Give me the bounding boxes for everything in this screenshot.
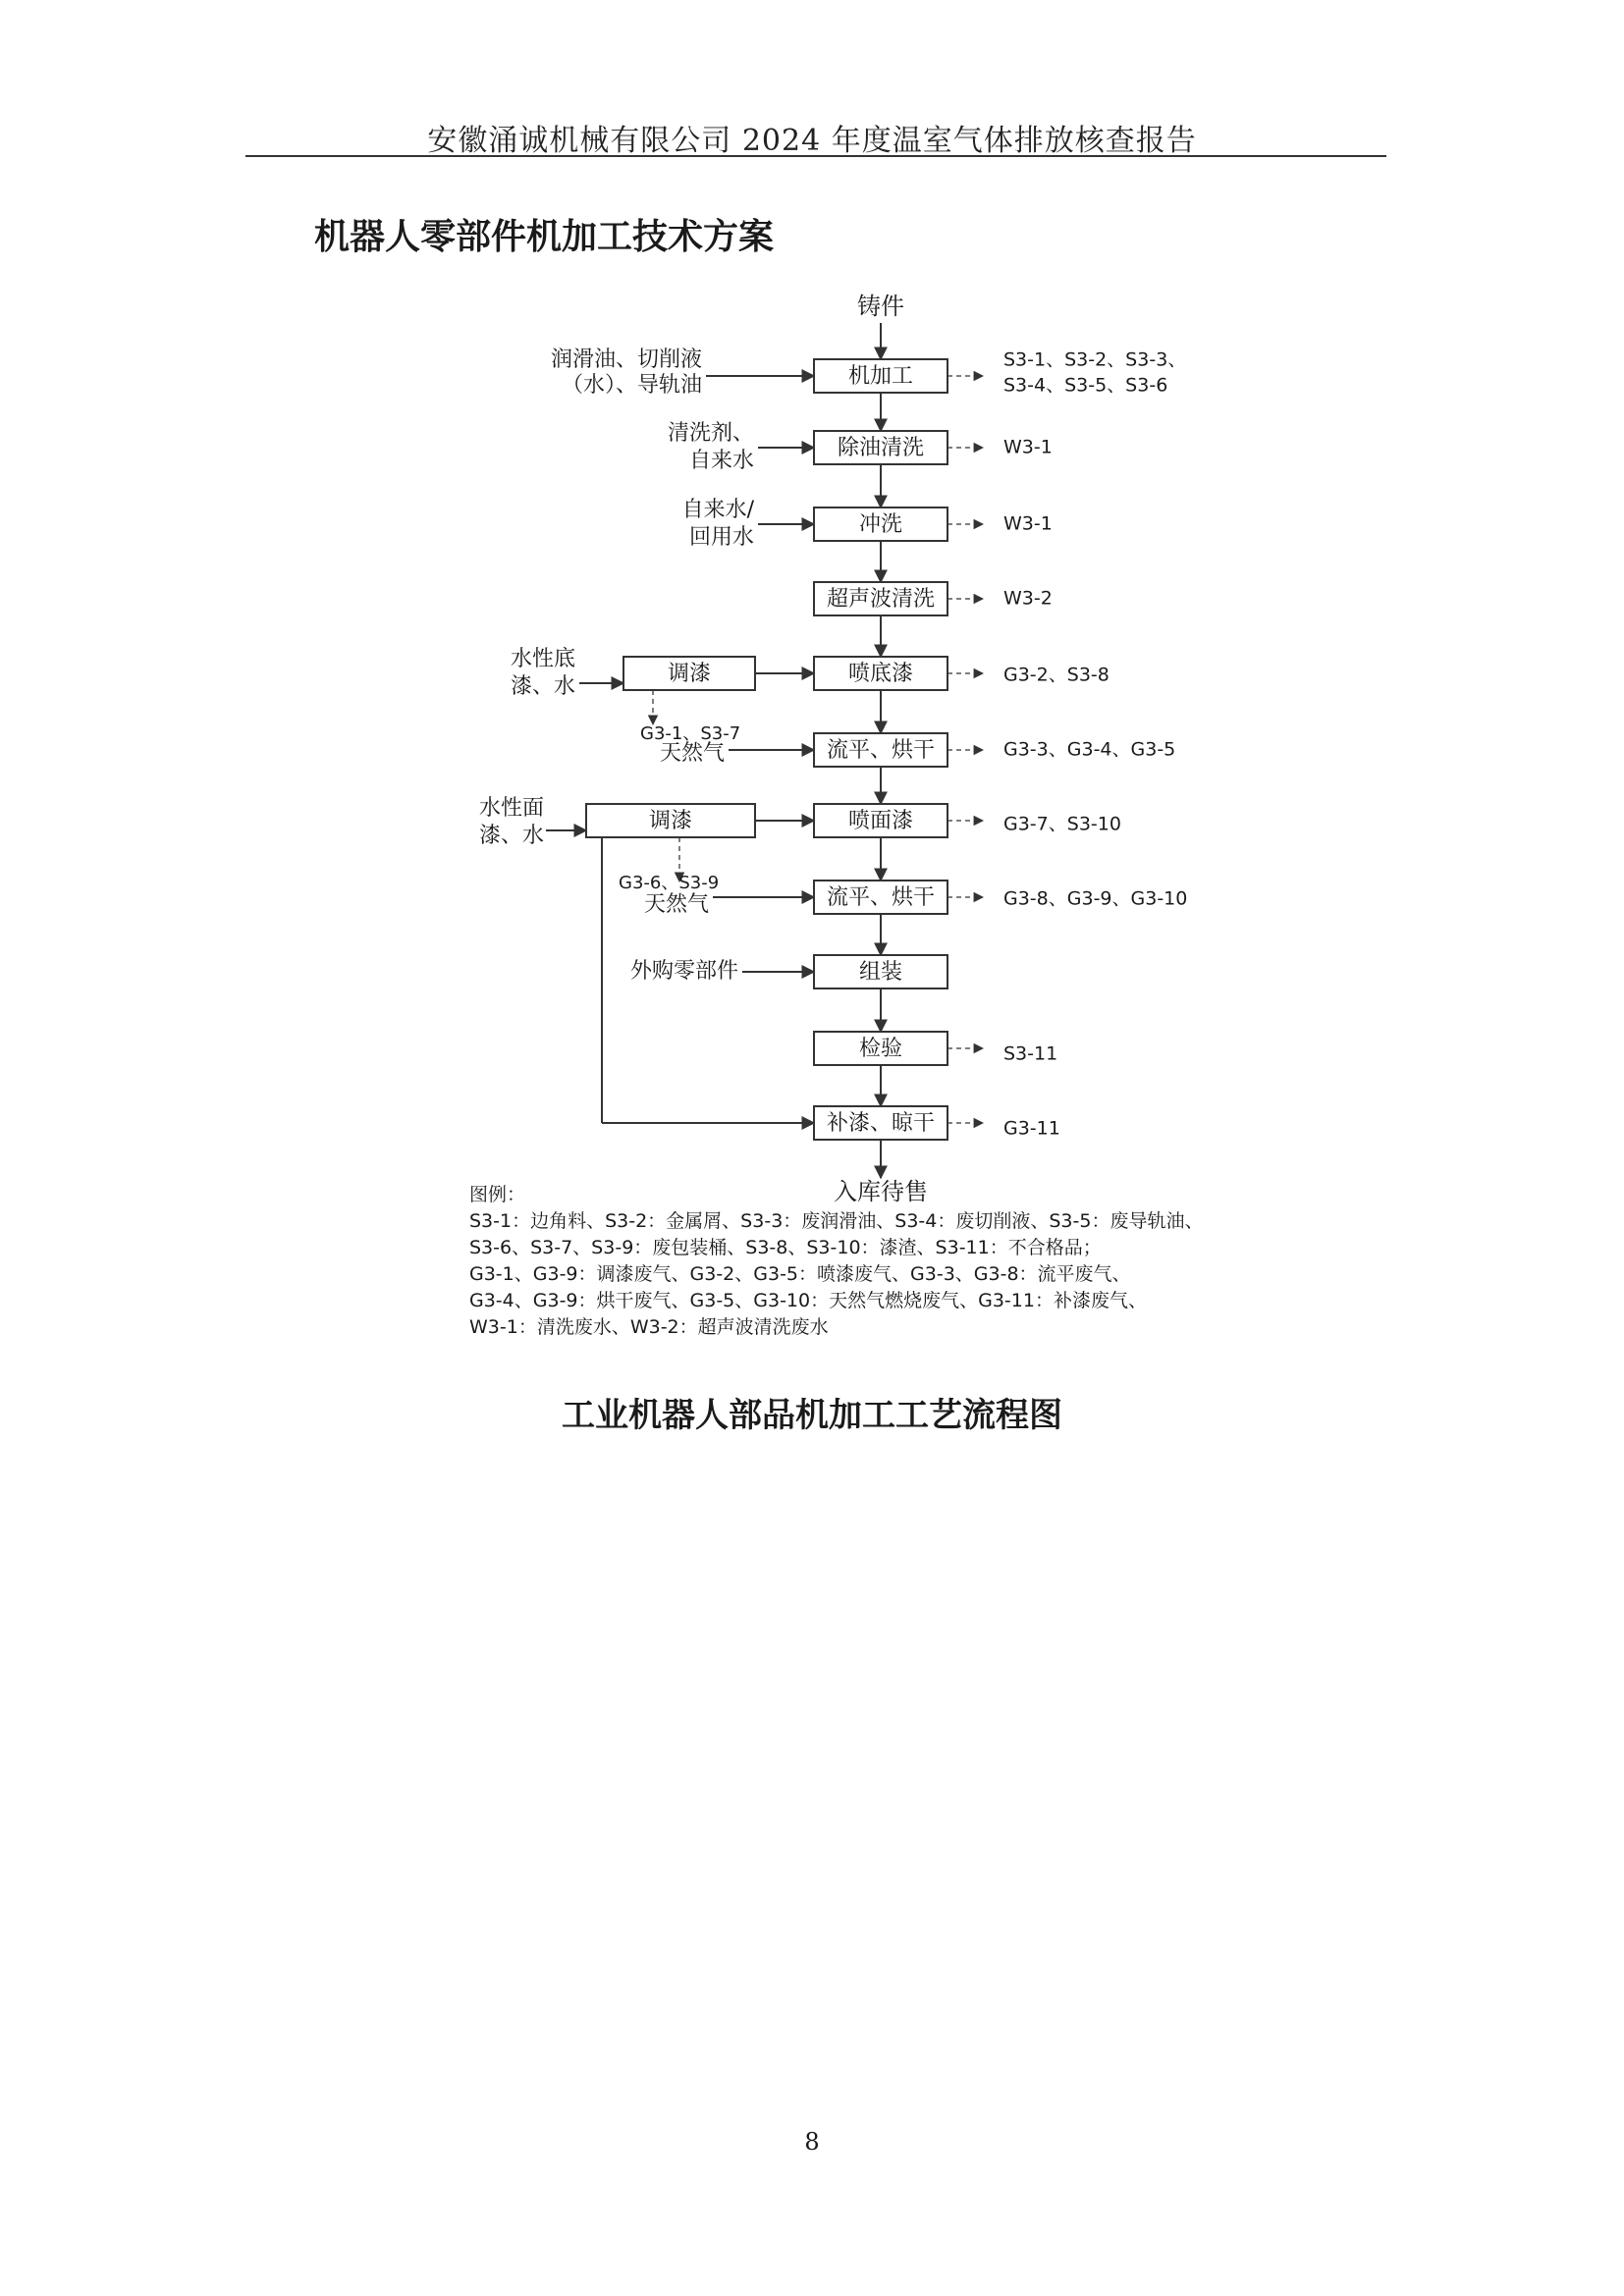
process-step-label: 超声波清洗 <box>826 587 936 612</box>
output-label: W3-2 <box>1003 587 1053 610</box>
input-label: 天然气 <box>643 892 709 917</box>
legend-line: G3-1、G3-9：调漆废气、G3-2、G3-5：喷漆废气、G3-3、G3-8：流平废气、 <box>469 1263 1131 1285</box>
output-label: G3-11 <box>1003 1117 1060 1140</box>
legend-line: W3-1：清洗废水、W3-2：超声波清洗废水 <box>469 1316 829 1338</box>
process-step-label: 组装 <box>858 960 903 985</box>
process-step-label: 冲洗 <box>858 512 903 537</box>
process-step-label: 检验 <box>858 1037 903 1061</box>
input-label: （水）、导轨油 <box>561 373 702 398</box>
mix-input-label: 水性面 <box>478 796 544 821</box>
mix-input-label: 漆、水 <box>510 674 575 699</box>
input-label: 自来水 <box>688 449 754 473</box>
legend-line: S3-6、S3-7、S3-9：废包装桶、S3-8、S3-10：漆渣、S3-11：不合格品； <box>469 1237 1102 1258</box>
process-step-label: 流平、烘干 <box>826 885 936 910</box>
output-label: S3-1、S3-2、S3-3、 <box>1003 348 1187 371</box>
page-header: 安徽涌诚机械有限公司 2024 年度温室气体排放核查报告 <box>427 124 1197 158</box>
legend-line: S3-1：边角料、S3-2：金属屑、S3-3：废润滑油、S3-4：废切削液、S3-5：废导轨油、 <box>469 1210 1204 1232</box>
output-label: S3-4、S3-5、S3-6 <box>1003 374 1168 397</box>
legend-line: G3-4、G3-9：烘干废气、G3-5、G3-10：天然气燃烧废气、G3-11：补漆废气、 <box>469 1290 1147 1311</box>
mix-step-label: 调漆 <box>667 662 712 686</box>
input-label: 天然气 <box>659 741 725 766</box>
end-label: 入库待售 <box>834 1178 928 1205</box>
output-label: W3-1 <box>1003 512 1053 535</box>
output-label: G3-3、G3-4、G3-5 <box>1003 738 1176 761</box>
mix-emission-label: G3-1、S3-7 <box>640 723 741 744</box>
output-label: S3-11 <box>1003 1042 1058 1065</box>
output-label: G3-8、G3-9、G3-10 <box>1003 887 1188 910</box>
mix-input-label: 水性底 <box>510 647 575 671</box>
output-label: G3-7、S3-10 <box>1003 813 1121 835</box>
process-step-label: 流平、烘干 <box>826 738 936 763</box>
figure-caption: 工业机器人部品机加工工艺流程图 <box>562 1396 1062 1435</box>
section-title: 机器人零部件机加工技术方案 <box>314 217 775 257</box>
input-label: 润滑油、切削液 <box>550 347 702 372</box>
process-step-label: 喷底漆 <box>847 662 914 686</box>
mix-step-label: 调漆 <box>648 809 693 833</box>
input-label: 清洗剂、 <box>667 421 754 446</box>
input-label: 自来水/ <box>681 498 754 522</box>
output-label: W3-1 <box>1003 436 1053 458</box>
legend-title: 图例： <box>469 1184 526 1205</box>
page-number: 8 <box>804 2128 820 2156</box>
process-step-label: 除油清洗 <box>837 436 925 460</box>
input-label: 外购零部件 <box>629 959 738 984</box>
process-step-label: 补漆、晾干 <box>826 1111 936 1136</box>
mix-emission-label: G3-6、S3-9 <box>619 873 720 893</box>
output-label: G3-2、S3-8 <box>1003 664 1110 686</box>
process-step-label: 喷面漆 <box>847 809 914 833</box>
mix-input-label: 漆、水 <box>478 824 544 848</box>
input-label: 回用水 <box>688 525 754 550</box>
process-step-label: 机加工 <box>847 364 914 389</box>
flowchart-legend <box>469 1182 1353 1341</box>
start-label: 铸件 <box>857 293 904 320</box>
